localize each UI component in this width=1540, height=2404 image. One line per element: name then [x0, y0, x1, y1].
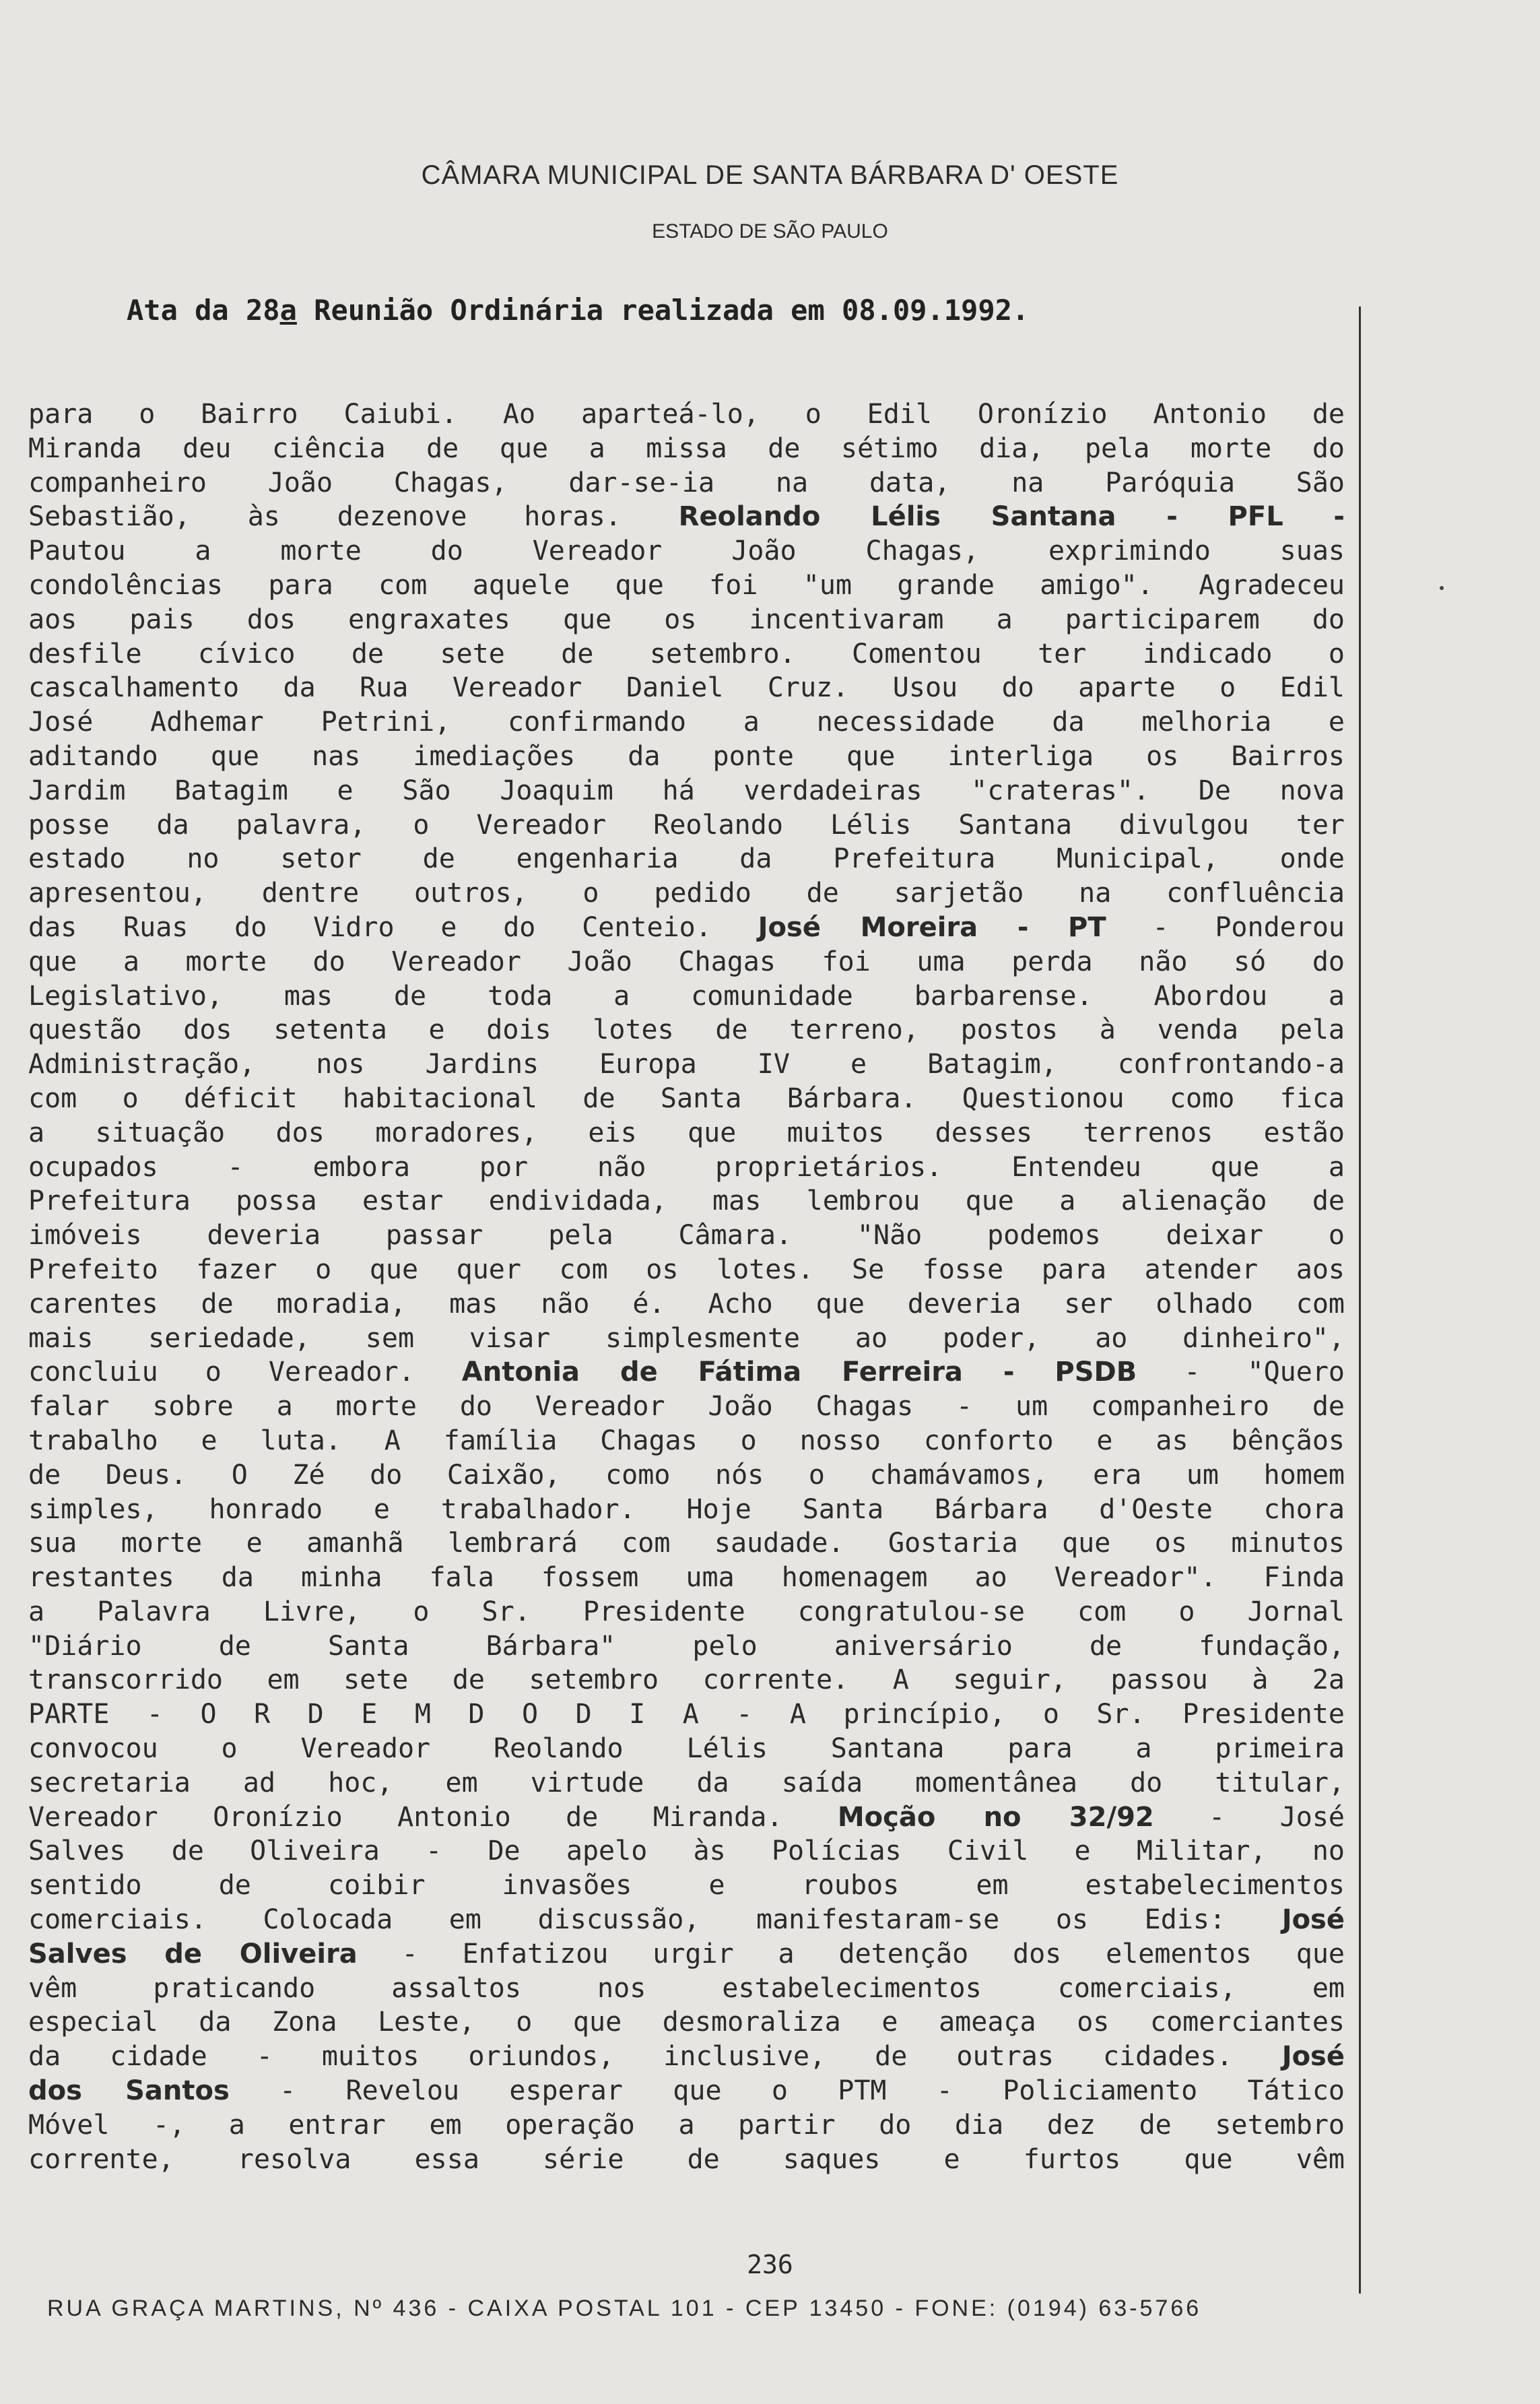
text-line [28, 1937, 1345, 1972]
line-text: aditando que nas imediações da ponte que interliga os Bairros [28, 740, 1345, 772]
text-line [28, 1390, 1345, 1424]
text-line [28, 466, 1345, 500]
page-number: 236 [747, 2250, 793, 2279]
text-line [28, 671, 1345, 705]
line-text: transcorrido em sete de setembro corrente. A seguir, passou à 2a [28, 1664, 1345, 1696]
text-line [28, 1972, 1345, 2006]
text-line [28, 603, 1345, 637]
line-text: apresentou, dentre outros, o pedido de sarjetão na confluência [28, 878, 1345, 909]
line-text: aos pais dos engraxates que os incentivaram a participarem do [28, 604, 1345, 635]
line-text: - Revelou esperar que o PTM - Policiamento Tático [229, 2075, 1345, 2107]
speaker-name: José [1281, 1904, 1345, 1936]
text-line [28, 1355, 1345, 1390]
line-text: imóveis deveria passar pela Câmara. "Não podemos deixar o [28, 1220, 1345, 1252]
text-line [28, 1424, 1345, 1458]
line-text: das Ruas do Vidro e do Centeio. [28, 911, 758, 943]
line-text: Sebastião, às dezenove horas. [28, 501, 679, 533]
speaker-name: José [1281, 2041, 1345, 2073]
title-prefix: Ata da 28 [127, 294, 280, 327]
text-line [28, 1013, 1345, 1047]
line-text: carentes de moradia, mas não é. Acho que deveria ser olhado com [28, 1288, 1345, 1320]
text-line [28, 534, 1345, 568]
text-line [28, 705, 1345, 740]
text-line [28, 1663, 1345, 1697]
document-title [127, 294, 1029, 327]
line-text: condolências para com aquele que foi "um grande amigo". Agradeceu [28, 569, 1345, 601]
minutes-body [28, 397, 1345, 2176]
line-text: a Palavra Livre, o Sr. Presidente congratulou-se com o Jornal [28, 1596, 1345, 1627]
text-line [28, 740, 1345, 774]
text-line [28, 1561, 1345, 1595]
text-line [28, 2108, 1345, 2143]
text-line [28, 1082, 1345, 1116]
line-text: Móvel -, a entrar em operação a partir do dia dez de setembro [28, 2109, 1345, 2141]
line-text: mais seriedade, sem visar simplesmente ao poder, ao dinheiro", [28, 1322, 1345, 1354]
line-text: especial da Zona Leste, o que desmoraliza e ameaça os comerciantes [28, 2007, 1345, 2038]
line-text: José Adhemar Petrini, confirmando a necessidade da melhoria e [28, 707, 1345, 738]
text-line [28, 1184, 1345, 1219]
title-ordinal: a [279, 294, 297, 327]
text-line [28, 2143, 1345, 2177]
text-line [28, 1903, 1345, 1937]
margin-dot [1440, 586, 1444, 590]
line-text: trabalho e luta. A família Chagas o nosso conforto e as bênçãos [28, 1425, 1345, 1456]
text-line [28, 2005, 1345, 2040]
text-line [28, 1322, 1345, 1356]
text-line [28, 1697, 1345, 1732]
footer-address: RUA GRAÇA MARTINS, Nº 436 - CAIXA POSTAL 101 - CEP 13450 - FONE: (0194) 63-5766 [47, 2296, 1202, 2321]
line-text: PARTE - O R D E M D O D I A - A princípio, o Sr. Presidente [28, 1699, 1345, 1730]
line-text: - Enfatizou urgir a detenção dos elementos que [357, 1938, 1345, 1970]
line-text: Administração, nos Jardins Europa IV e Batagim, confrontando-a [28, 1049, 1345, 1080]
line-text: estado no setor de engenharia da Prefeitura Municipal, onde [28, 843, 1345, 875]
line-text: de Deus. O Zé do Caixão, como nós o chamávamos, era um homem [28, 1459, 1345, 1491]
line-text: "Diário de Santa Bárbara" pelo aniversário de fundação, [28, 1630, 1345, 1662]
line-text: cascalhamento da Rua Vereador Daniel Cruz. Usou do aparte o Edil [28, 672, 1345, 704]
line-text: Prefeitura possa estar endividada, mas lembrou que a alienação de [28, 1185, 1345, 1217]
state-name: ESTADO DE SÃO PAULO [652, 220, 888, 242]
line-text: concluiu o Vereador. [28, 1357, 462, 1388]
text-line [28, 1458, 1345, 1493]
line-text: com o déficit habitacional de Santa Bárbara. Questionou como fica [28, 1082, 1345, 1114]
line-text: Pautou a morte do Vereador João Chagas, exprimindo suas [28, 535, 1345, 567]
text-line [28, 1116, 1345, 1150]
title-rest: Reunião Ordinária realizada em 08.09.1992. [296, 294, 1030, 327]
letterhead [0, 160, 1540, 243]
line-text: vêm praticando assaltos nos estabelecimentos comerciais, em [28, 1972, 1345, 2004]
text-line [28, 1800, 1345, 1835]
line-text: Vereador Oronízio Antonio de Miranda. [28, 1801, 838, 1833]
line-text: - Ponderou [1106, 911, 1345, 943]
text-line [28, 1150, 1345, 1185]
line-text: secretaria ad hoc, em virtude da saída momentânea do titular, [28, 1767, 1345, 1798]
line-text: sentido de coibir invasões e roubos em estabelecimentos [28, 1870, 1345, 1902]
line-text: Salves de Oliveira - De apelo às Polícias Civil e Militar, no [28, 1836, 1345, 1867]
text-line [28, 1493, 1345, 1527]
speaker-name: Moção no 32/92 [837, 1801, 1154, 1833]
text-line [28, 500, 1345, 534]
line-text: Legislativo, mas de toda a comunidade barbarense. Abordou a [28, 980, 1345, 1012]
line-text: convocou o Vereador Reolando Lélis Santana para a primeira [28, 1733, 1345, 1765]
line-text: para o Bairro Caiubi. Ao aparteá-lo, o Edil Oronízio Antonio de [28, 399, 1345, 430]
line-text: - José [1153, 1801, 1345, 1833]
text-line [28, 1526, 1345, 1561]
text-line [28, 397, 1345, 432]
margin-rule [1359, 306, 1361, 2294]
text-line [28, 1869, 1345, 1903]
text-line [28, 979, 1345, 1014]
text-line [28, 1834, 1345, 1869]
text-line [28, 568, 1345, 603]
line-text: comerciais. Colocada em discussão, manifestaram-se os Edis: [28, 1904, 1282, 1936]
line-text: - "Quero [1137, 1357, 1345, 1388]
line-text: da cidade - muitos oriundos, inclusive, de outras cidades. [28, 2041, 1282, 2073]
line-text: a situação dos moradores, eis que muitos desses terrenos estão [28, 1117, 1345, 1148]
speaker-name: José Moreira - PT [758, 911, 1106, 943]
speaker-name: dos Santos [28, 2075, 230, 2107]
text-line [28, 1047, 1345, 1082]
line-text: Miranda deu ciência de que a missa de sétimo dia, pela morte do [28, 432, 1345, 464]
line-text: ocupados - embora por não proprietários. Entendeu que a [28, 1151, 1345, 1183]
text-line [28, 432, 1345, 466]
text-line [28, 1219, 1345, 1253]
line-text: Jardim Batagim e São Joaquim há verdadeiras "crateras". De nova [28, 775, 1345, 806]
institution-name: CÂMARA MUNICIPAL DE SANTA BÁRBARA D' OESTE [421, 160, 1119, 190]
line-text: desfile cívico de sete de setembro. Comentou ter indicado o [28, 638, 1345, 670]
line-text: sua morte e amanhã lembrará com saudade. Gostaria que os minutos [28, 1528, 1345, 1559]
speaker-name: Antonia de Fátima Ferreira - PSDB [461, 1357, 1137, 1388]
text-line [28, 808, 1345, 843]
line-text: posse da palavra, o Vereador Reolando Lélis Santana divulgou ter [28, 809, 1345, 841]
text-line [28, 1287, 1345, 1322]
text-line [28, 1629, 1345, 1664]
line-text: companheiro João Chagas, dar-se-ia na data, na Paróquia São [28, 467, 1345, 498]
text-line [28, 842, 1345, 876]
text-line [28, 911, 1345, 945]
line-text: falar sobre a morte do Vereador João Chagas - um companheiro de [28, 1391, 1345, 1423]
line-text: simples, honrado e trabalhador. Hoje Santa Bárbara d'Oeste chora [28, 1493, 1345, 1525]
text-line [28, 876, 1345, 911]
text-line [28, 1732, 1345, 1766]
text-line [28, 637, 1345, 672]
speaker-name: Salves de Oliveira [28, 1938, 358, 1970]
line-text: restantes da minha fala fossem uma homenagem ao Vereador". Finda [28, 1562, 1345, 1594]
line-text: corrente, resolva essa série de saques e furtos que vêm [28, 2143, 1345, 2175]
text-line [28, 2040, 1345, 2074]
line-text: questão dos setenta e dois lotes de terreno, postos à venda pela [28, 1014, 1345, 1046]
text-line [28, 2074, 1345, 2108]
line-text: Prefeito fazer o que quer com os lotes. Se fosse para atender aos [28, 1254, 1345, 1285]
text-line [28, 774, 1345, 808]
line-text: que a morte do Vereador João Chagas foi uma perda não só do [28, 946, 1345, 977]
text-line [28, 945, 1345, 979]
text-line [28, 1766, 1345, 1800]
text-line [28, 1595, 1345, 1629]
speaker-name: Reolando Lélis Santana - PFL - [678, 501, 1345, 533]
text-line [28, 1253, 1345, 1287]
